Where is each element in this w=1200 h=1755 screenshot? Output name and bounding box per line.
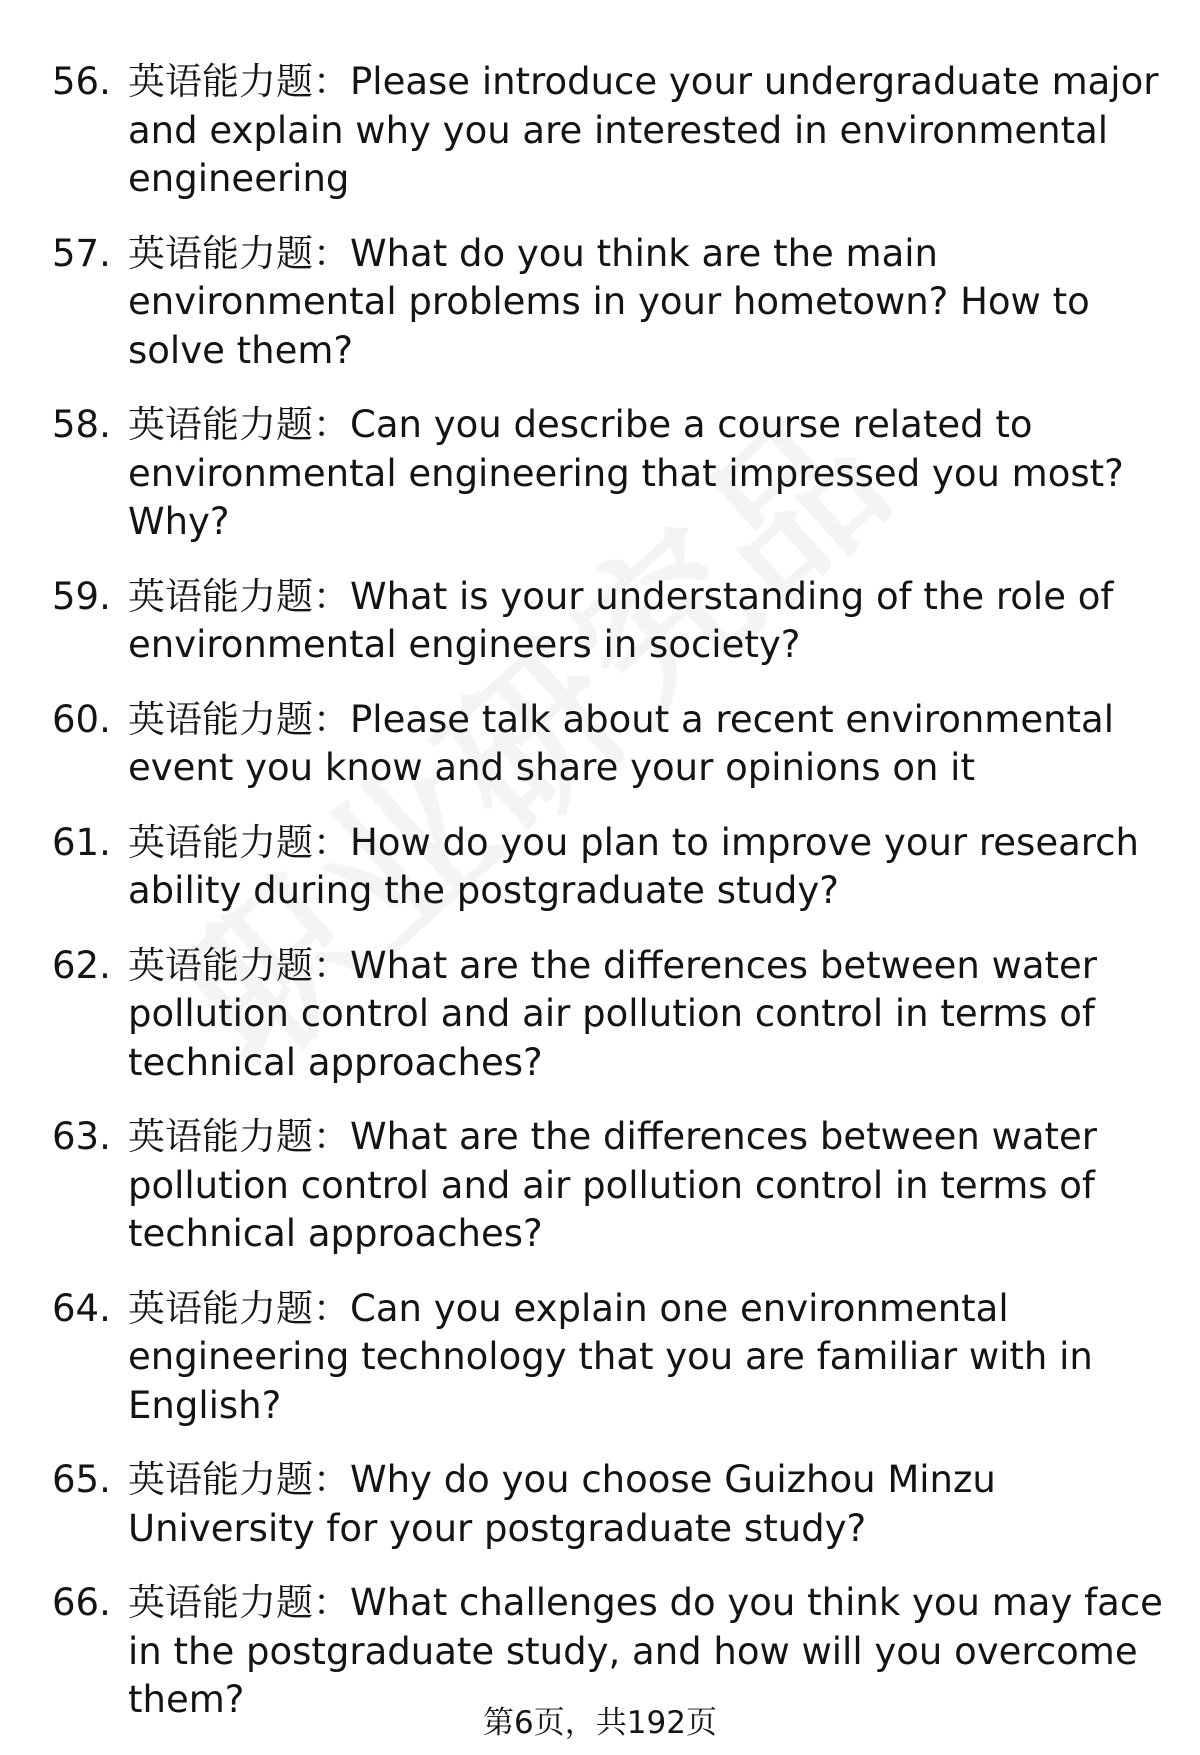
question-number: 56. xyxy=(52,60,111,103)
question-number: 63. xyxy=(52,1115,111,1158)
question-list xyxy=(0,58,1200,1751)
question-tag: 英语能力题： xyxy=(128,1581,350,1624)
question-tag: 英语能力题： xyxy=(128,697,350,741)
question-item xyxy=(0,230,1200,376)
question-number: 65. xyxy=(52,1458,111,1501)
question-body xyxy=(128,1456,1168,1553)
question-body xyxy=(128,1113,1168,1259)
question-text: What challenges do you think you may face in the postgraduate study, and how will you overcome them? xyxy=(128,1581,1163,1721)
question-item xyxy=(0,1113,1200,1259)
question-tag: 英语能力题： xyxy=(128,403,350,446)
question-text: What do you think are the main environmental problems in your hometown? How to solve them? xyxy=(128,231,1090,372)
question-item xyxy=(0,1285,1200,1431)
question-body xyxy=(128,696,1168,793)
question-text: Please introduce your undergraduate major and explain why you are interested in environmental engineering xyxy=(128,60,1159,200)
question-item xyxy=(0,1456,1200,1553)
question-tag: 英语能力题： xyxy=(128,943,350,987)
question-number: 59. xyxy=(52,574,111,618)
question-body xyxy=(128,942,1168,1088)
question-body xyxy=(128,573,1168,670)
question-number: 62. xyxy=(52,943,111,987)
question-item xyxy=(0,819,1200,916)
question-text: Please talk about a recent environmental event you know and share your opinions on it xyxy=(128,697,1115,789)
question-item xyxy=(0,401,1200,547)
question-text: How do you plan to improve your research ability during the postgraduate study? xyxy=(128,820,1139,912)
question-item xyxy=(0,942,1200,1088)
question-body xyxy=(128,1285,1168,1431)
question-text: Why do you choose Guizhou Minzu University for your postgraduate study? xyxy=(128,1458,996,1550)
question-text: Can you describe a course related to environmental engineering that impressed you most? Why? xyxy=(128,403,1124,543)
question-number: 66. xyxy=(52,1581,111,1624)
question-tag: 英语能力题： xyxy=(128,820,350,864)
question-tag: 英语能力题： xyxy=(128,60,350,103)
question-text: What are the differences between water pollution control and air pollution control in terms of technical approaches? xyxy=(128,943,1098,1084)
question-text: What are the differences between water pollution control and air pollution control in terms of technical approaches? xyxy=(128,1115,1098,1255)
question-text: Can you explain one environmental engineering technology that you are familiar with in English? xyxy=(128,1286,1093,1427)
question-text: What is your understanding of the role of environmental engineers in society? xyxy=(128,574,1114,666)
question-body xyxy=(128,819,1168,916)
question-tag: 英语能力题： xyxy=(128,574,350,618)
question-body xyxy=(128,230,1168,376)
question-number: 61. xyxy=(52,820,111,864)
question-number: 64. xyxy=(52,1286,111,1330)
question-body xyxy=(128,401,1168,547)
question-number: 57. xyxy=(52,231,111,275)
page-footer xyxy=(0,1705,1200,1741)
question-item xyxy=(0,696,1200,793)
question-number: 58. xyxy=(52,403,111,446)
question-tag: 英语能力题： xyxy=(128,231,350,275)
question-number: 60. xyxy=(52,697,111,741)
question-item xyxy=(0,573,1200,670)
question-tag: 英语能力题： xyxy=(128,1115,350,1158)
question-body xyxy=(128,1579,1168,1725)
question-item xyxy=(0,58,1200,204)
page-number-label: 第6页，共192页 xyxy=(483,1705,717,1741)
question-tag: 英语能力题： xyxy=(128,1286,350,1330)
question-item xyxy=(0,1579,1200,1725)
question-tag: 英语能力题： xyxy=(128,1458,350,1501)
question-body xyxy=(128,58,1168,204)
